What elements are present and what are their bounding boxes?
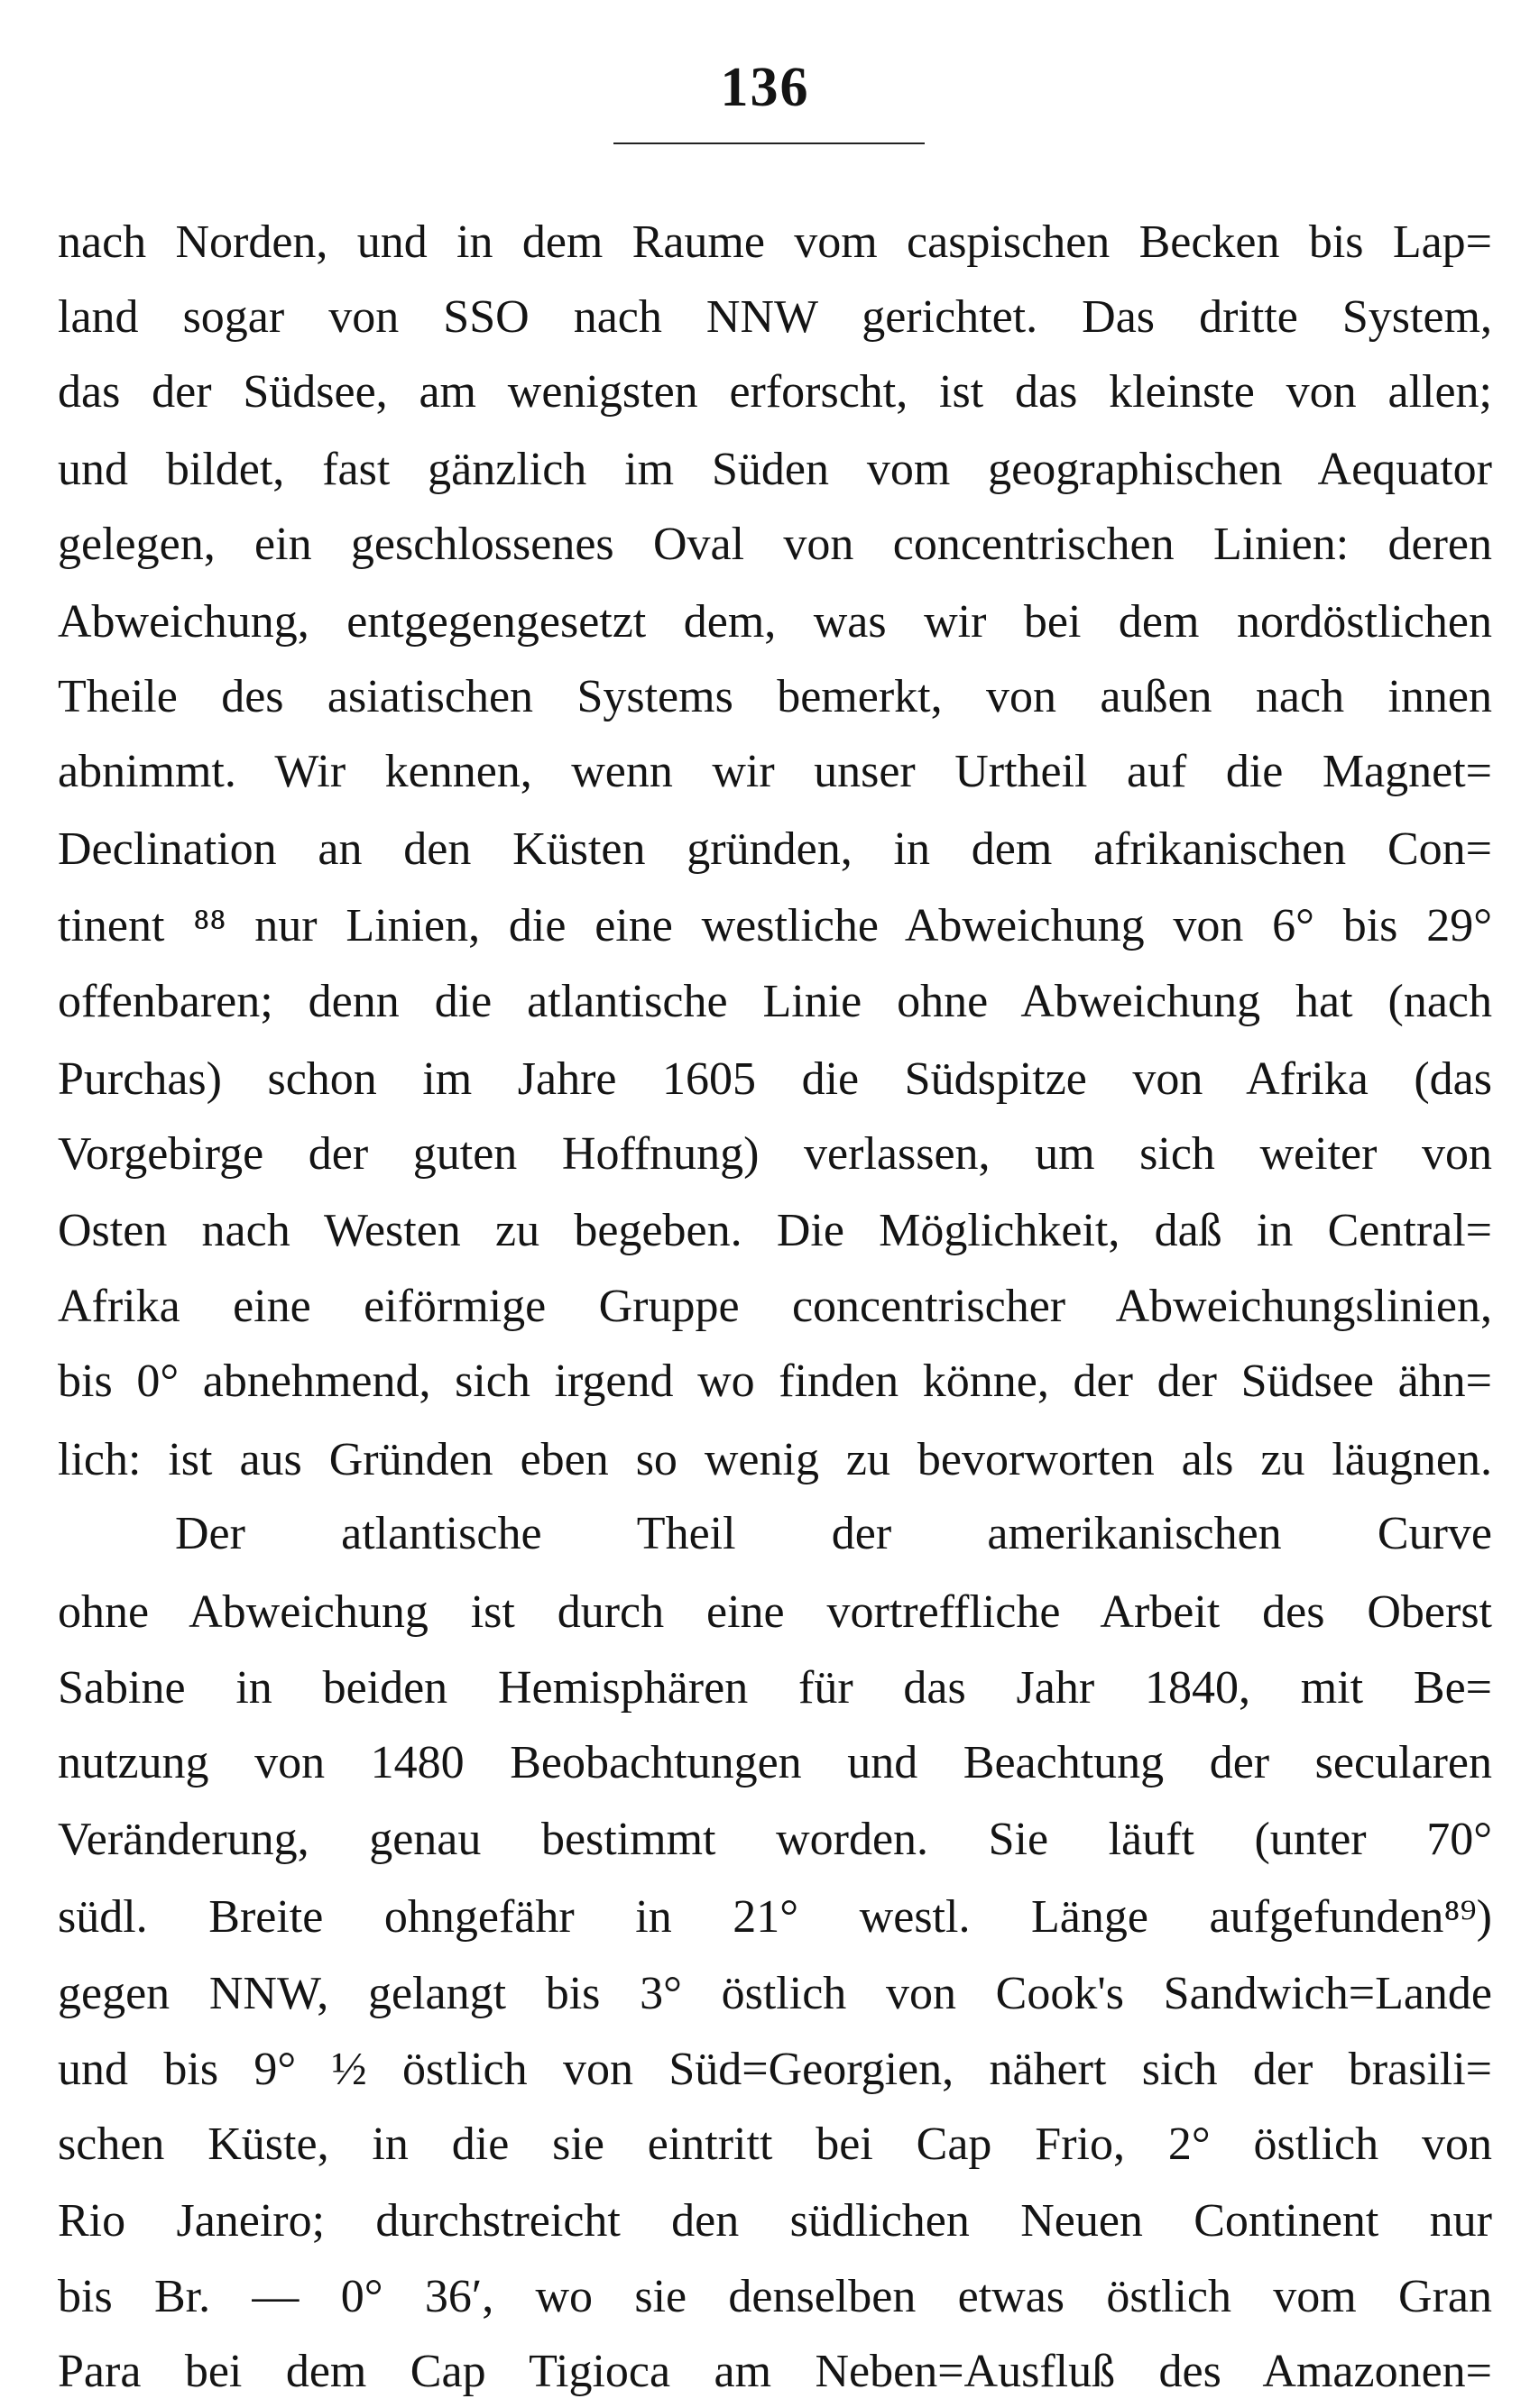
text-line: lich: ist aus Gründen eben so wenig zu bevorworten als zu läugnen. <box>58 1434 1492 1485</box>
text-line: Purchas) schon im Jahre 1605 die Südspitze von Afrika (das <box>58 1053 1492 1105</box>
text-line: Veränderung, genau bestimmt worden. Sie läuft (unter 70° <box>58 1814 1492 1865</box>
text-line: gelegen, ein geschlossenes Oval von concentrischen Linien: deren <box>58 519 1492 570</box>
text-line: bis Br. — 0° 36′, wo sie denselben etwas östlich vom Gran <box>58 2271 1492 2322</box>
text-line: land sogar von SSO nach NNW gerichtet. Das dritte System, <box>58 291 1492 343</box>
text-line: bis 0° abnehmend, sich irgend wo finden könne, der der Südsee ähn= <box>58 1356 1492 1407</box>
text-line: und bildet, fast gänzlich im Süden vom geographischen Aequator <box>58 444 1492 495</box>
text-line: abnimmt. Wir kennen, wenn wir unser Urtheil auf die Magnet= <box>58 746 1492 797</box>
text-line: Theile des asiatischen Systems bemerkt, von außen nach innen <box>58 671 1492 722</box>
text-line: schen Küste, in die sie eintritt bei Cap Frio, 2° östlich von <box>58 2118 1492 2170</box>
text-line: nutzung von 1480 Beobachtungen und Beachtung der secularen <box>58 1737 1492 1788</box>
text-line: und bis 9° ½ östlich von Süd=Georgien, nähert sich der brasili= <box>58 2044 1492 2095</box>
text-line: Rio Janeiro; durchstreicht den südlichen Neuen Continent nur <box>58 2195 1492 2247</box>
text-line: tinent ⁸⁸ nur Linien, die eine westliche Abweichung von 6° bis 29° <box>58 900 1492 951</box>
text-line: Osten nach Westen zu begeben. Die Möglichkeit, daß in Central= <box>58 1205 1492 1256</box>
text-line: gegen NNW, gelangt bis 3° östlich von Cook's Sandwich=Lande <box>58 1968 1492 2019</box>
page-number: 136 <box>720 57 810 118</box>
text-line: ohne Abweichung ist durch eine vortreffliche Arbeit des Oberst <box>58 1586 1492 1638</box>
text-line: Para bei dem Cap Tigioca am Neben=Ausfluß des Amazonen= <box>58 2346 1492 2397</box>
text-line: Abweichung, entgegengesetzt dem, was wir bei dem nordöstlichen <box>58 596 1492 648</box>
text-line: nach Norden, und in dem Raume vom caspischen Becken bis Lap= <box>58 216 1492 268</box>
text-line: Declination an den Küsten gründen, in dem afrikanischen Con= <box>58 823 1492 875</box>
text-line: südl. Breite ohngefähr in 21° westl. Länge aufgefunden⁸⁹) <box>58 1891 1492 1943</box>
header-rule <box>613 142 925 144</box>
text-line: offenbaren; denn die atlantische Linie ohne Abweichung hat (nach <box>58 976 1492 1027</box>
text-line: das der Südsee, am wenigsten erforscht, ist das kleinste von allen; <box>58 366 1492 418</box>
text-line: Vorgebirge der guten Hoffnung) verlassen, um sich weiter von <box>58 1128 1492 1180</box>
text-line: Afrika eine eiförmige Gruppe concentrischer Abweichungslinien, <box>58 1281 1492 1332</box>
text-line: Sabine in beiden Hemisphären für das Jahr 1840, mit Be= <box>58 1662 1492 1714</box>
text-line: Der atlantische Theil der amerikanischen Curve <box>175 1508 1492 1559</box>
